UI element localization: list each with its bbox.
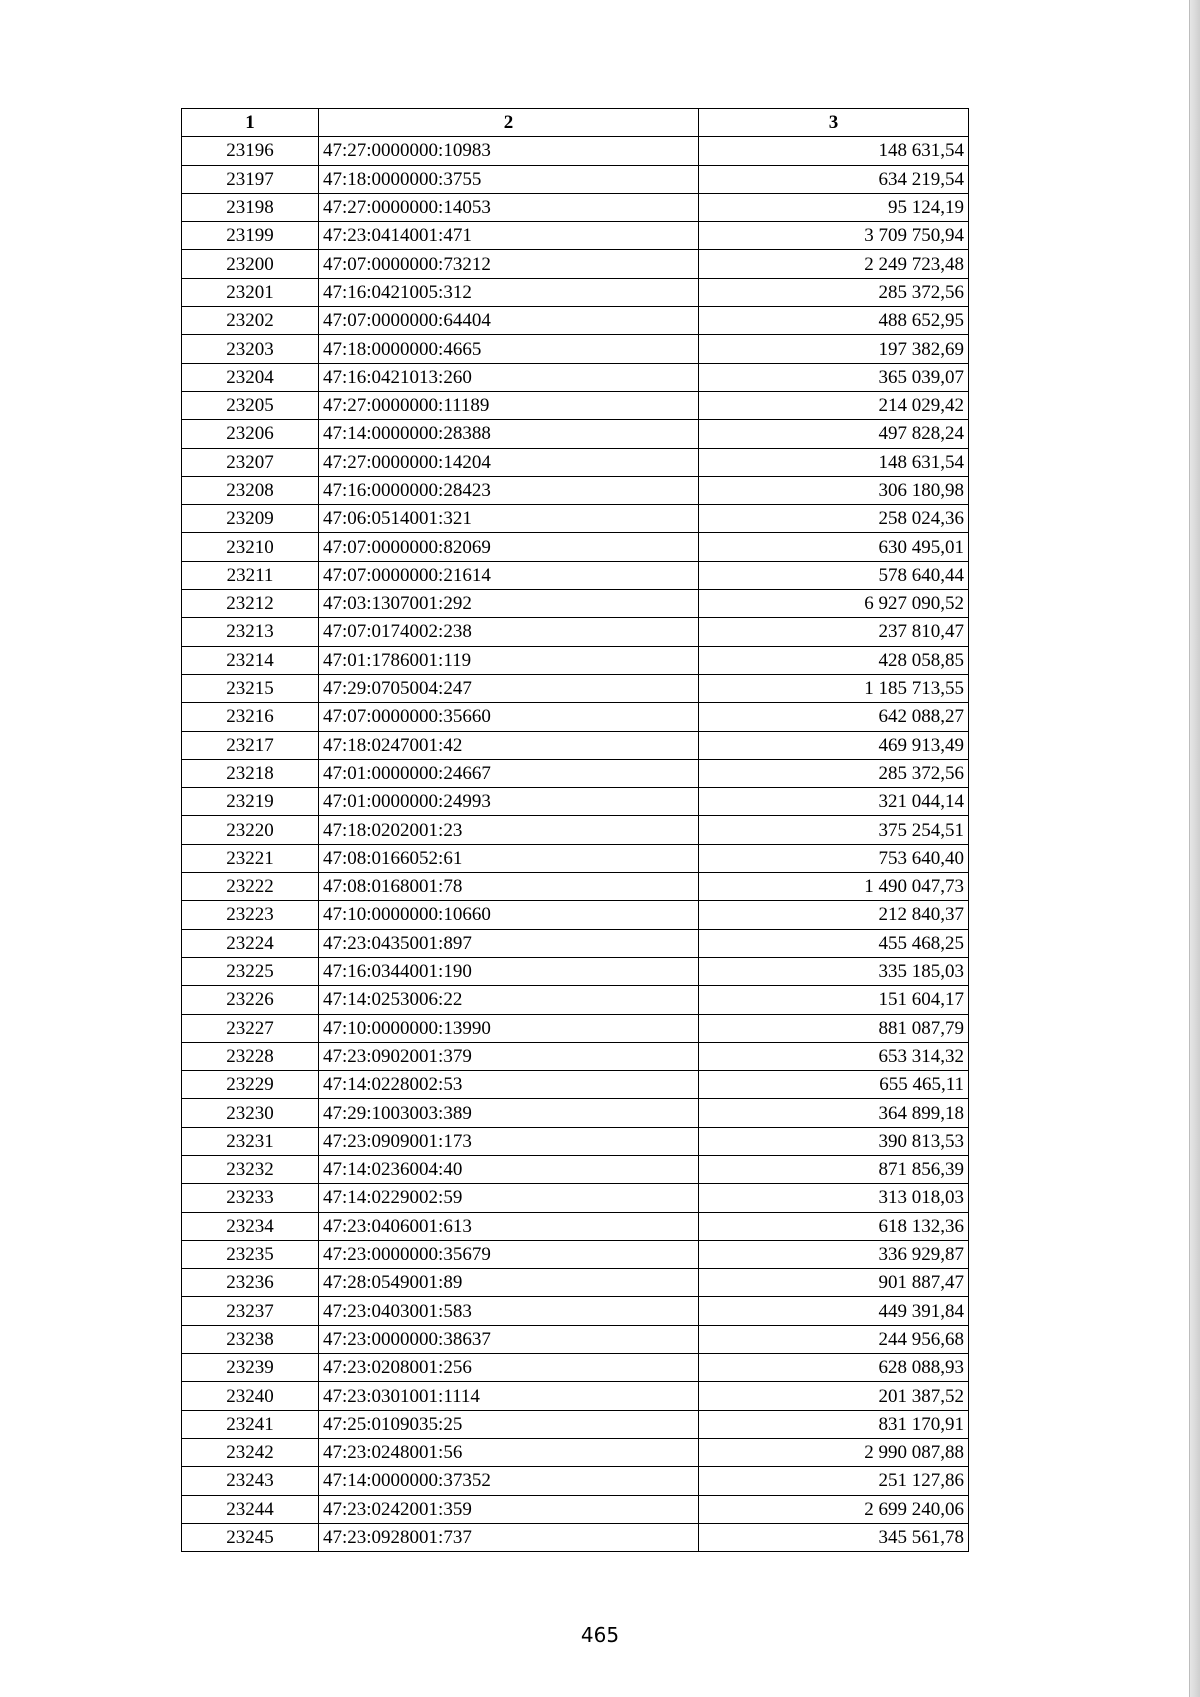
cadastral-value: 151 604,17 — [699, 986, 969, 1014]
table-row — [182, 1099, 969, 1127]
cadastral-number: 47:07:0000000:73212 — [319, 250, 699, 278]
table-row — [182, 420, 969, 448]
row-number: 23220 — [182, 816, 319, 844]
row-number: 23223 — [182, 901, 319, 929]
cadastral-value: 375 254,51 — [699, 816, 969, 844]
row-number: 23243 — [182, 1467, 319, 1495]
cadastral-number: 47:18:0202001:23 — [319, 816, 699, 844]
row-number: 23236 — [182, 1269, 319, 1297]
cadastral-number: 47:29:0705004:247 — [319, 674, 699, 702]
table-row — [182, 1467, 969, 1495]
cadastral-number: 47:10:0000000:10660 — [319, 901, 699, 929]
cadastral-value: 2 699 240,06 — [699, 1495, 969, 1523]
cadastral-number: 47:10:0000000:13990 — [319, 1014, 699, 1042]
cadastral-value: 642 088,27 — [699, 703, 969, 731]
cadastral-value: 2 249 723,48 — [699, 250, 969, 278]
cadastral-value: 201 387,52 — [699, 1382, 969, 1410]
cadastral-number: 47:07:0000000:21614 — [319, 561, 699, 589]
table-row — [182, 1297, 969, 1325]
cadastral-value: 449 391,84 — [699, 1297, 969, 1325]
table-row — [182, 193, 969, 221]
cadastral-value: 321 044,14 — [699, 788, 969, 816]
cadastral-number: 47:23:0928001:737 — [319, 1523, 699, 1551]
table-row — [182, 957, 969, 985]
cadastral-value: 237 810,47 — [699, 618, 969, 646]
table-row — [182, 1495, 969, 1523]
cadastral-value: 578 640,44 — [699, 561, 969, 589]
cadastral-number: 47:07:0000000:82069 — [319, 533, 699, 561]
cadastral-value: 497 828,24 — [699, 420, 969, 448]
cadastral-value: 653 314,32 — [699, 1042, 969, 1070]
cadastral-value: 251 127,86 — [699, 1467, 969, 1495]
table-row — [182, 788, 969, 816]
table-row — [182, 1410, 969, 1438]
table-row — [182, 533, 969, 561]
cadastral-value: 390 813,53 — [699, 1127, 969, 1155]
cadastral-number: 47:23:0248001:56 — [319, 1438, 699, 1466]
cadastral-number: 47:07:0000000:35660 — [319, 703, 699, 731]
table-row — [182, 137, 969, 165]
cadastral-number: 47:07:0174002:238 — [319, 618, 699, 646]
cadastral-value: 335 185,03 — [699, 957, 969, 985]
row-number: 23228 — [182, 1042, 319, 1070]
row-number: 23205 — [182, 391, 319, 419]
row-number: 23208 — [182, 476, 319, 504]
cadastral-number: 47:27:0000000:11189 — [319, 391, 699, 419]
cadastral-value: 95 124,19 — [699, 193, 969, 221]
table-row — [182, 307, 969, 335]
table-row — [182, 1212, 969, 1240]
cadastral-value: 428 058,85 — [699, 646, 969, 674]
row-number: 23235 — [182, 1240, 319, 1268]
cadastral-value: 881 087,79 — [699, 1014, 969, 1042]
cadastral-number: 47:23:0406001:613 — [319, 1212, 699, 1240]
cadastral-value: 258 024,36 — [699, 505, 969, 533]
cadastral-value: 214 029,42 — [699, 391, 969, 419]
table-row — [182, 278, 969, 306]
table-row — [182, 1127, 969, 1155]
cadastral-value: 313 018,03 — [699, 1184, 969, 1212]
cadastral-number: 47:25:0109035:25 — [319, 1410, 699, 1438]
cadastral-number: 47:23:0000000:35679 — [319, 1240, 699, 1268]
row-number: 23215 — [182, 674, 319, 702]
cadastral-value: 871 856,39 — [699, 1155, 969, 1183]
cadastral-number: 47:14:0228002:53 — [319, 1071, 699, 1099]
row-number: 23237 — [182, 1297, 319, 1325]
cadastral-number: 47:14:0236004:40 — [319, 1155, 699, 1183]
cadastral-number: 47:23:0435001:897 — [319, 929, 699, 957]
cadastral-number: 47:16:0000000:28423 — [319, 476, 699, 504]
row-number: 23231 — [182, 1127, 319, 1155]
cadastral-value: 630 495,01 — [699, 533, 969, 561]
table-row — [182, 1382, 969, 1410]
table-row — [182, 674, 969, 702]
table-row — [182, 759, 969, 787]
cadastral-number: 47:18:0247001:42 — [319, 731, 699, 759]
cadastral-number: 47:23:0403001:583 — [319, 1297, 699, 1325]
row-number: 23229 — [182, 1071, 319, 1099]
row-number: 23210 — [182, 533, 319, 561]
row-number: 23197 — [182, 165, 319, 193]
row-number: 23245 — [182, 1523, 319, 1551]
table-row — [182, 1325, 969, 1353]
table-row — [182, 448, 969, 476]
cadastral-number: 47:23:0301001:1114 — [319, 1382, 699, 1410]
table-row — [182, 703, 969, 731]
cadastral-value: 244 956,68 — [699, 1325, 969, 1353]
row-number: 23217 — [182, 731, 319, 759]
row-number: 23216 — [182, 703, 319, 731]
table-row — [182, 1184, 969, 1212]
cadastral-value: 345 561,78 — [699, 1523, 969, 1551]
table-row — [182, 1042, 969, 1070]
cadastral-value: 212 840,37 — [699, 901, 969, 929]
cadastral-number: 47:14:0229002:59 — [319, 1184, 699, 1212]
table-row — [182, 363, 969, 391]
cadastral-number: 47:16:0421005:312 — [319, 278, 699, 306]
table-row — [182, 901, 969, 929]
table-row — [182, 505, 969, 533]
cadastral-number: 47:01:1786001:119 — [319, 646, 699, 674]
row-number: 23242 — [182, 1438, 319, 1466]
row-number: 23199 — [182, 222, 319, 250]
cadastral-number: 47:01:0000000:24993 — [319, 788, 699, 816]
cadastral-value: 618 132,36 — [699, 1212, 969, 1240]
row-number: 23200 — [182, 250, 319, 278]
table-row — [182, 1240, 969, 1268]
row-number: 23227 — [182, 1014, 319, 1042]
table-row — [182, 476, 969, 504]
cadastral-value: 455 468,25 — [699, 929, 969, 957]
table-row — [182, 1014, 969, 1042]
row-number: 23221 — [182, 844, 319, 872]
cadastral-value: 364 899,18 — [699, 1099, 969, 1127]
page-number: 465 — [580, 1623, 620, 1647]
cadastral-value: 488 652,95 — [699, 307, 969, 335]
cadastral-value: 753 640,40 — [699, 844, 969, 872]
table-row — [182, 1354, 969, 1382]
cadastral-number: 47:23:0208001:256 — [319, 1354, 699, 1382]
cadastral-number: 47:23:0414001:471 — [319, 222, 699, 250]
row-number: 23222 — [182, 873, 319, 901]
cadastral-number: 47:08:0166052:61 — [319, 844, 699, 872]
cadastral-value: 655 465,11 — [699, 1071, 969, 1099]
table-row — [182, 391, 969, 419]
cadastral-number: 47:07:0000000:64404 — [319, 307, 699, 335]
table-row — [182, 929, 969, 957]
row-number: 23211 — [182, 561, 319, 589]
cadastral-number: 47:23:0902001:379 — [319, 1042, 699, 1070]
cadastral-number: 47:06:0514001:321 — [319, 505, 699, 533]
row-number: 23206 — [182, 420, 319, 448]
cadastral-value: 336 929,87 — [699, 1240, 969, 1268]
row-number: 23204 — [182, 363, 319, 391]
cadastral-value: 306 180,98 — [699, 476, 969, 504]
cadastral-value: 285 372,56 — [699, 278, 969, 306]
cadastral-value: 628 088,93 — [699, 1354, 969, 1382]
cadastral-value: 365 039,07 — [699, 363, 969, 391]
cadastral-number: 47:01:0000000:24667 — [319, 759, 699, 787]
cadastral-value: 469 913,49 — [699, 731, 969, 759]
cadastral-number: 47:14:0253006:22 — [319, 986, 699, 1014]
row-number: 23244 — [182, 1495, 319, 1523]
row-number: 23207 — [182, 448, 319, 476]
row-number: 23239 — [182, 1354, 319, 1382]
cadastral-value: 831 170,91 — [699, 1410, 969, 1438]
cadastral-value: 1 490 047,73 — [699, 873, 969, 901]
header-row — [182, 109, 969, 137]
cadastral-value: 634 219,54 — [699, 165, 969, 193]
cadastral-number: 47:23:0909001:173 — [319, 1127, 699, 1155]
cadastral-value: 285 372,56 — [699, 759, 969, 787]
cadastral-value-table — [181, 108, 969, 1552]
table-row — [182, 816, 969, 844]
table-row — [182, 1071, 969, 1099]
row-number: 23240 — [182, 1382, 319, 1410]
row-number: 23238 — [182, 1325, 319, 1353]
cadastral-value: 148 631,54 — [699, 448, 969, 476]
table-row — [182, 1155, 969, 1183]
table-row — [182, 1269, 969, 1297]
cadastral-value: 901 887,47 — [699, 1269, 969, 1297]
row-number: 23201 — [182, 278, 319, 306]
table-row — [182, 222, 969, 250]
row-number: 23202 — [182, 307, 319, 335]
table-row — [182, 561, 969, 589]
row-number: 23214 — [182, 646, 319, 674]
table-row — [182, 165, 969, 193]
cadastral-number: 47:03:1307001:292 — [319, 590, 699, 618]
row-number: 23230 — [182, 1099, 319, 1127]
row-number: 23203 — [182, 335, 319, 363]
cadastral-number: 47:27:0000000:14053 — [319, 193, 699, 221]
cadastral-value: 197 382,69 — [699, 335, 969, 363]
column-header-3: 3 — [699, 109, 969, 137]
row-number: 23241 — [182, 1410, 319, 1438]
cadastral-number: 47:28:0549001:89 — [319, 1269, 699, 1297]
cadastral-number: 47:08:0168001:78 — [319, 873, 699, 901]
table-row — [182, 590, 969, 618]
cadastral-number: 47:23:0242001:359 — [319, 1495, 699, 1523]
column-header-1: 1 — [182, 109, 319, 137]
cadastral-number: 47:18:0000000:3755 — [319, 165, 699, 193]
cadastral-number: 47:14:0000000:28388 — [319, 420, 699, 448]
cadastral-value: 148 631,54 — [699, 137, 969, 165]
row-number: 23232 — [182, 1155, 319, 1183]
row-number: 23198 — [182, 193, 319, 221]
row-number: 23234 — [182, 1212, 319, 1240]
row-number: 23218 — [182, 759, 319, 787]
cadastral-number: 47:16:0421013:260 — [319, 363, 699, 391]
table-row — [182, 250, 969, 278]
cadastral-number: 47:14:0000000:37352 — [319, 1467, 699, 1495]
table-row — [182, 986, 969, 1014]
row-number: 23212 — [182, 590, 319, 618]
page-edge — [1189, 0, 1200, 1697]
table-row — [182, 873, 969, 901]
table-row — [182, 844, 969, 872]
row-number: 23209 — [182, 505, 319, 533]
cadastral-value: 6 927 090,52 — [699, 590, 969, 618]
row-number: 23233 — [182, 1184, 319, 1212]
cadastral-value: 1 185 713,55 — [699, 674, 969, 702]
table-row — [182, 1523, 969, 1551]
table-row — [182, 335, 969, 363]
column-header-2: 2 — [319, 109, 699, 137]
table-row — [182, 731, 969, 759]
row-number: 23225 — [182, 957, 319, 985]
row-number: 23219 — [182, 788, 319, 816]
cadastral-value: 3 709 750,94 — [699, 222, 969, 250]
cadastral-number: 47:29:1003003:389 — [319, 1099, 699, 1127]
row-number: 23226 — [182, 986, 319, 1014]
cadastral-number: 47:18:0000000:4665 — [319, 335, 699, 363]
table-body — [182, 137, 969, 1552]
cadastral-number: 47:16:0344001:190 — [319, 957, 699, 985]
row-number: 23213 — [182, 618, 319, 646]
table-row — [182, 618, 969, 646]
table-row — [182, 1438, 969, 1466]
cadastral-number: 47:23:0000000:38637 — [319, 1325, 699, 1353]
cadastral-value: 2 990 087,88 — [699, 1438, 969, 1466]
row-number: 23196 — [182, 137, 319, 165]
row-number: 23224 — [182, 929, 319, 957]
cadastral-number: 47:27:0000000:10983 — [319, 137, 699, 165]
table-row — [182, 646, 969, 674]
cadastral-number: 47:27:0000000:14204 — [319, 448, 699, 476]
